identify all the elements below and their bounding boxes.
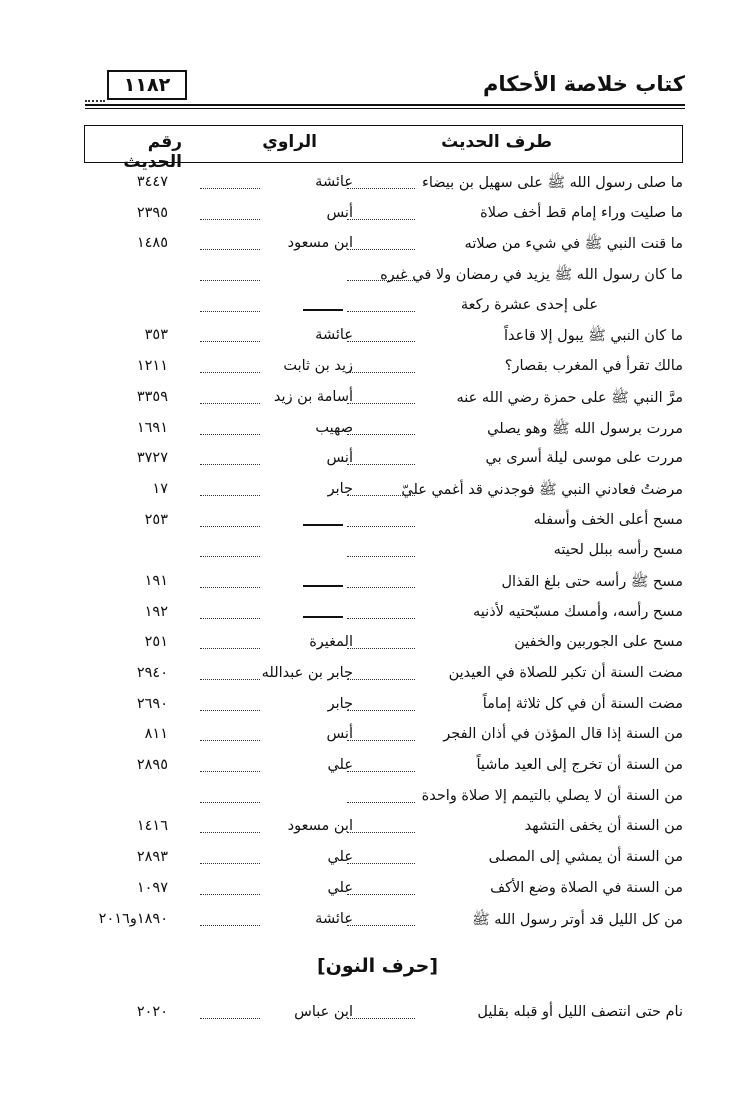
hadith-number: ٣٣٥٩ (136, 388, 168, 405)
rawi-blank-dash (303, 309, 343, 311)
leader-dots (347, 249, 415, 250)
rawi-name: علي (327, 849, 353, 866)
hadith-text: مسح رأسه ببلل لحيته (553, 542, 683, 559)
leader-dots (347, 679, 415, 680)
leader-dots (200, 863, 260, 864)
hadith-text: مسح ﷺ رأسه حتى بلغ القذال (501, 573, 683, 590)
hadith-text: من السنة أن لا يصلي بالتيمم إلا صلاة واحدة (421, 787, 683, 804)
hadith-text: ما صليت وراء إمام قط أخف صلاة (480, 204, 683, 221)
leader-dots (347, 526, 415, 527)
rawi-name: صهيب (315, 419, 353, 436)
header-rule-thin (85, 108, 685, 109)
leader-dots (200, 311, 260, 312)
hadith-text: من كل الليل قد أوتر رسول الله ﷺ (472, 911, 683, 928)
rawi-name: أنس (326, 450, 353, 467)
leader-dots (347, 587, 415, 588)
leader-dots (200, 832, 260, 833)
hadith-text: على إحدى عشرة ركعة (460, 296, 598, 313)
hadith-index-list (85, 170, 683, 937)
index-row (85, 600, 683, 631)
hadith-text: من السنة أن تخرج إلى العيد ماشياً (476, 757, 683, 774)
hadith-number: ١٩١ (144, 572, 168, 589)
leader-dots (347, 403, 415, 404)
leader-dots (347, 771, 415, 772)
rawi-name: جابر (327, 695, 353, 712)
index-row (85, 1000, 683, 1031)
index-row (85, 722, 683, 753)
hadith-text: مررت على موسى ليلة أسرى بي (485, 450, 683, 467)
header-dash (85, 100, 105, 102)
leader-dots (200, 403, 260, 404)
hadith-number: ٢٥٣ (144, 511, 168, 528)
hadith-number: ١٢١١ (136, 358, 168, 375)
leader-dots (347, 495, 415, 496)
hadith-number: ٢٦٩٠ (136, 695, 168, 712)
rawi-name: عائشة (315, 910, 353, 927)
leader-dots (200, 894, 260, 895)
rawi-name: عائشة (315, 174, 353, 190)
leader-dots (347, 219, 415, 220)
leader-dots (347, 311, 415, 312)
hadith-text: من السنة إذا قال المؤذن في أذان الفجر (443, 726, 683, 743)
hadith-text: مسح رأسه، وأمسك مسبّحتيه لأذنيه (473, 603, 683, 620)
rawi-name: زيد بن ثابت (283, 358, 353, 375)
leader-dots (200, 434, 260, 435)
rawi-blank-dash (303, 616, 343, 618)
leader-dots (200, 771, 260, 772)
hadith-number: ١٠٩٧ (136, 879, 168, 896)
hadith-number: ٢٠٢٠ (136, 1004, 168, 1020)
index-row (85, 753, 683, 784)
hadith-number: ٣٥٣ (144, 327, 168, 344)
index-row (85, 784, 683, 815)
index-row (85, 692, 683, 723)
hadith-number: ١٤١٦ (136, 818, 168, 835)
rawi-name: عائشة (315, 327, 353, 344)
leader-dots (200, 925, 260, 926)
leader-dots (200, 526, 260, 527)
leader-dots (200, 188, 260, 189)
leader-dots (200, 740, 260, 741)
hadith-text: من السنة أن يمشي إلى المصلى (488, 849, 683, 866)
leader-dots (347, 863, 415, 864)
leader-dots (200, 464, 260, 465)
index-row (85, 876, 683, 907)
header-rule (85, 104, 685, 106)
index-row (85, 354, 683, 385)
leader-dots (347, 648, 415, 649)
hadith-text: مسح أعلى الخف وأسفله (533, 511, 683, 528)
index-row (85, 385, 683, 416)
leader-dots (200, 648, 260, 649)
index-row (85, 323, 683, 354)
section-title: [حرف النون] (316, 955, 439, 977)
index-row (85, 845, 683, 876)
leader-dots (347, 556, 415, 557)
rawi-name: جابر (327, 480, 353, 497)
index-row (85, 446, 683, 477)
hadith-number: ١٦٩١ (136, 419, 168, 436)
rawi-blank-dash (303, 585, 343, 587)
hadith-text: مضت السنة أن تكبر للصلاة في العيدين (448, 665, 683, 681)
leader-dots (200, 1018, 260, 1019)
hadith-number: ٢٩٤٠ (136, 665, 168, 681)
rawi-blank-dash (303, 524, 343, 526)
rawi-name: ابن عباس (294, 1004, 353, 1020)
page-header (85, 70, 685, 110)
rawi-name: المغيرة (309, 634, 353, 651)
hadith-text: نام حتى انتصف الليل أو قبله بقليل (477, 1004, 683, 1020)
column-hadith: طرف الحديث (441, 132, 552, 152)
hadith-text: ما كان النبي ﷺ يبول إلا قاعداً (504, 328, 683, 345)
hadith-number: ٢٣٩٥ (136, 204, 168, 221)
hadith-text: مرَّ النبي ﷺ على حمزة رضي الله عنه (456, 389, 683, 406)
index-row (85, 907, 683, 938)
index-row (85, 508, 683, 539)
rawi-name: أنس (326, 726, 353, 743)
index-row (85, 170, 683, 201)
leader-dots (200, 556, 260, 557)
leader-dots (347, 618, 415, 619)
leader-dots (200, 495, 260, 496)
rawi-name: أنس (326, 204, 353, 221)
hadith-number: ٣٧٢٧ (136, 450, 168, 467)
index-row (85, 262, 683, 293)
hadith-number: ٨١١ (144, 726, 168, 743)
leader-dots (200, 679, 260, 680)
leader-dots (200, 802, 260, 803)
index-row (85, 538, 683, 569)
rawi-name: ابن مسعود (287, 235, 353, 252)
hadith-number: ١٤٨٥ (136, 235, 168, 252)
leader-dots (347, 740, 415, 741)
hadith-text: من السنة أن يخفى التشهد (524, 818, 683, 835)
hadith-number: ١٩٢ (144, 603, 168, 620)
section-list (85, 1000, 683, 1031)
index-row (85, 569, 683, 600)
leader-dots (347, 802, 415, 803)
hadith-number: ٢٨٩٥ (136, 757, 168, 774)
index-row (85, 477, 683, 508)
hadith-number: ١٧ (152, 480, 168, 497)
hadith-text: ما قنت النبي ﷺ في شيء من صلاته (464, 236, 683, 253)
hadith-text: ما صلى رسول الله ﷺ على سهيل بن بيضاء (422, 175, 683, 191)
hadith-number: ٣٤٤٧ (136, 174, 168, 190)
leader-dots (347, 925, 415, 926)
index-row (85, 201, 683, 232)
column-number: رقم الحديث (123, 132, 182, 172)
leader-dots (347, 372, 415, 373)
column-header (84, 125, 683, 172)
leader-dots (200, 280, 260, 281)
leader-dots (347, 464, 415, 465)
rawi-name: علي (327, 879, 353, 896)
hadith-number: ٢٨٩٣ (136, 849, 168, 866)
leader-dots (200, 587, 260, 588)
leader-dots (347, 188, 415, 189)
rawi-name: ابن مسعود (287, 818, 353, 835)
rawi-name: جابر بن عبدالله (261, 665, 353, 681)
rawi-name: علي (327, 757, 353, 774)
page-number: ١١٨٢ (107, 70, 187, 100)
index-row (85, 416, 683, 447)
index-row (85, 661, 683, 692)
index-row (85, 630, 683, 661)
hadith-number: ٢٥١ (144, 634, 168, 651)
index-row (85, 814, 683, 845)
hadith-text: مررت برسول الله ﷺ وهو يصلي (487, 420, 683, 437)
leader-dots (347, 1018, 415, 1019)
index-row (85, 293, 683, 324)
hadith-text: مالك تقرأ في المغرب بقصار؟ (504, 358, 683, 375)
leader-dots (200, 341, 260, 342)
hadith-text: مسح على الجوربين والخفين (514, 634, 683, 651)
hadith-text: مرضتُ فعادني النبي ﷺ فوجدني قد أغمي عليّ (401, 481, 683, 498)
hadith-text: مضت السنة أن في كل ثلاثة إماماً (482, 695, 683, 712)
leader-dots (347, 280, 415, 281)
hadith-text: من السنة في الصلاة وضع الأكف (490, 879, 683, 896)
index-row (85, 231, 683, 262)
book-title: كتاب خلاصة الأحكام (483, 72, 685, 96)
hadith-number: ١٨٩٠و٢٠١٦ (98, 910, 168, 927)
leader-dots (347, 832, 415, 833)
column-rawi: الراوي (262, 132, 317, 152)
rawi-name: أسامة بن زيد (273, 388, 353, 405)
leader-dots (347, 710, 415, 711)
leader-dots (200, 219, 260, 220)
leader-dots (200, 618, 260, 619)
leader-dots (347, 894, 415, 895)
leader-dots (200, 249, 260, 250)
leader-dots (347, 341, 415, 342)
leader-dots (200, 372, 260, 373)
leader-dots (200, 710, 260, 711)
hadith-text: ما كان رسول الله ﷺ يزيد في رمضان ولا في غيره (380, 267, 683, 284)
leader-dots (347, 434, 415, 435)
